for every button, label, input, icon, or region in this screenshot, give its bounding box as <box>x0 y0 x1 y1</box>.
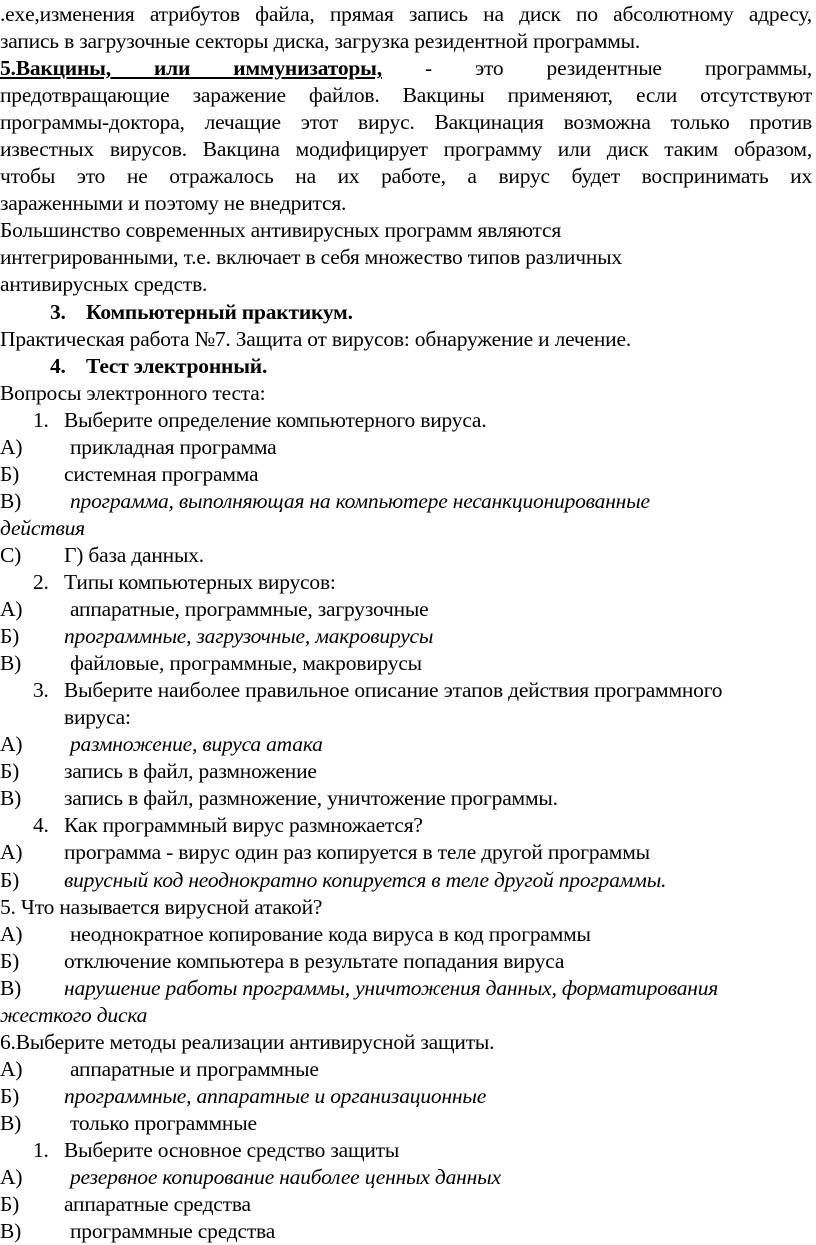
option <box>0 650 816 677</box>
option-label: В) <box>0 1110 22 1135</box>
option-text: аппаратные, программные, загрузочные <box>70 597 429 622</box>
option-correct <box>0 867 816 894</box>
question-number: 3. <box>33 678 49 703</box>
heading-number: 4. <box>50 353 66 378</box>
option-text: отключение компьютера в результате попадания вируса <box>64 948 565 973</box>
option-text: программа, выполняющая на компьютере несанкционированные <box>70 488 650 513</box>
option-correct <box>0 488 816 515</box>
option-text: программные, загрузочные, макровирусы <box>64 624 434 649</box>
option-label: В) <box>0 1219 22 1244</box>
question <box>0 812 816 839</box>
question-text: Выберите основное средство защиты <box>64 1137 400 1162</box>
vaccines-line: чтобы это не отражалось на их работе, а вирус будет воспринимать их <box>0 164 812 189</box>
vaccines-line <box>0 55 812 82</box>
option-text: программа - вирус один раз копируется в теле другой программы <box>64 840 650 865</box>
option-text: нарушение работы программы, уничтожения данных, форматирования <box>64 975 719 1000</box>
question-number: 6. <box>0 1029 16 1054</box>
vaccines-line: программы-доктора, лечащие этот вирус. Вакцинация возможна только против <box>0 110 812 135</box>
option-label: В) <box>0 975 22 1000</box>
summary-line: Большинство современных антивирусных программ являются <box>0 218 562 243</box>
question <box>0 569 816 596</box>
option-label: В) <box>0 651 22 676</box>
option-correct <box>0 1083 816 1110</box>
section-3-heading <box>0 299 816 326</box>
option-label: Б) <box>0 948 20 973</box>
option-label: А) <box>0 732 23 757</box>
option-continuation: действия <box>0 515 85 540</box>
section-3-text: Практическая работа №7. Защита от вирусов: обнаружение и лечение. <box>0 326 632 351</box>
option-text: прикладная программа <box>70 434 277 459</box>
option <box>0 839 816 866</box>
vaccines-line: зараженными и поэтому не внедрится. <box>0 191 347 216</box>
option-text: вирусный код неоднократно копируется в теле другой программы. <box>64 867 667 892</box>
option-label: А) <box>0 1165 23 1190</box>
option <box>0 542 816 569</box>
option <box>0 758 816 785</box>
option <box>0 1191 816 1218</box>
heading-number: 3. <box>50 299 66 324</box>
summary-line: антивирусных средств. <box>0 272 208 297</box>
option-label: А) <box>0 1056 23 1081</box>
question <box>0 407 816 434</box>
option-label: В) <box>0 488 22 513</box>
question-text: Типы компьютерных вирусов: <box>64 569 336 594</box>
option <box>0 1218 816 1245</box>
vaccines-line: известных вирусов. Вакцина модифицирует программу или диск таким образом, <box>0 137 812 162</box>
intro-line: запись в загрузочные секторы диска, загрузка резидентной программы. <box>0 29 641 54</box>
option-label: С) <box>0 542 22 567</box>
option-text: программные, аппаратные и организационные <box>64 1083 487 1108</box>
option <box>0 785 816 812</box>
option-text: Г) база данных. <box>64 542 204 567</box>
option-text: аппаратные и программные <box>70 1056 319 1081</box>
question <box>0 1137 816 1164</box>
option-text: неоднократное копирование кода вируса в код программы <box>70 921 591 946</box>
section-4-heading <box>0 353 816 380</box>
option-text: размножение, вируса атака <box>70 732 323 757</box>
option <box>0 596 816 623</box>
question-text: Что называется вирусной атакой? <box>20 894 323 919</box>
question-number: 4. <box>33 813 49 838</box>
option <box>0 1110 816 1137</box>
option-label: Б) <box>0 1083 20 1108</box>
option-correct <box>0 731 816 758</box>
vaccines-def: - это резидентные программы, <box>381 56 812 81</box>
intro-line: .exe,изменения атрибутов файла, прямая запись на диск по абсолютному адресу, <box>0 2 812 26</box>
question-text: Как программный вирус размножается? <box>64 813 423 838</box>
option-label: А) <box>0 597 23 622</box>
question <box>0 894 816 921</box>
question-text: Выберите определение компьютерного вируса. <box>64 407 487 432</box>
question-number: 1. <box>33 407 49 432</box>
option-text: запись в файл, размножение <box>64 759 317 784</box>
question <box>0 677 816 704</box>
question-text: Выберите наиболее правильное описание этапов действия программного <box>64 678 723 703</box>
option-text: аппаратные средства <box>64 1192 251 1217</box>
option <box>0 921 816 948</box>
option-text: запись в файл, размножение, уничтожение программы. <box>64 786 558 811</box>
question-text: Выберите методы реализации антивирусной защиты. <box>15 1029 495 1054</box>
option-label: Б) <box>0 1192 20 1217</box>
option-label: А) <box>0 921 23 946</box>
option-text: программные средства <box>70 1219 276 1244</box>
option <box>0 948 816 975</box>
question-number: 1. <box>33 1137 49 1162</box>
option <box>0 461 816 488</box>
question-continuation <box>0 704 816 731</box>
option-label: А) <box>0 434 23 459</box>
question-text: вируса: <box>64 705 131 730</box>
vaccines-term: 5.Вакцины, или иммунизаторы, <box>0 56 382 81</box>
option-label: Б) <box>0 867 20 892</box>
option-correct <box>0 975 816 1002</box>
option-correct <box>0 623 816 650</box>
option-text: файловые, программные, макровирусы <box>70 651 422 676</box>
option-text: системная программа <box>64 461 259 486</box>
option-continuation: жесткого диска <box>0 1002 148 1027</box>
heading-title: Тест электронный. <box>86 353 268 378</box>
option-label: Б) <box>0 759 20 784</box>
option <box>0 434 816 461</box>
question-number: 5. <box>0 894 16 919</box>
option-label: Б) <box>0 624 20 649</box>
option-label: А) <box>0 840 23 865</box>
section-4-text: Вопросы электронного теста: <box>0 380 266 405</box>
question <box>0 1029 816 1056</box>
option-text: только программные <box>70 1110 257 1135</box>
heading-title: Компьютерный практикум. <box>86 299 353 324</box>
option <box>0 1056 816 1083</box>
option-correct <box>0 1164 816 1191</box>
option-label: В) <box>0 786 22 811</box>
question-number: 2. <box>33 569 49 594</box>
option-text: резервное копирование наиболее ценных данных <box>70 1165 501 1190</box>
summary-line: интегрированными, т.е. включает в себя множество типов различных <box>0 245 622 270</box>
option-label: Б) <box>0 461 20 486</box>
vaccines-line: предотвращающие заражение файлов. Вакцины применяют, если отсутствуют <box>0 83 812 108</box>
